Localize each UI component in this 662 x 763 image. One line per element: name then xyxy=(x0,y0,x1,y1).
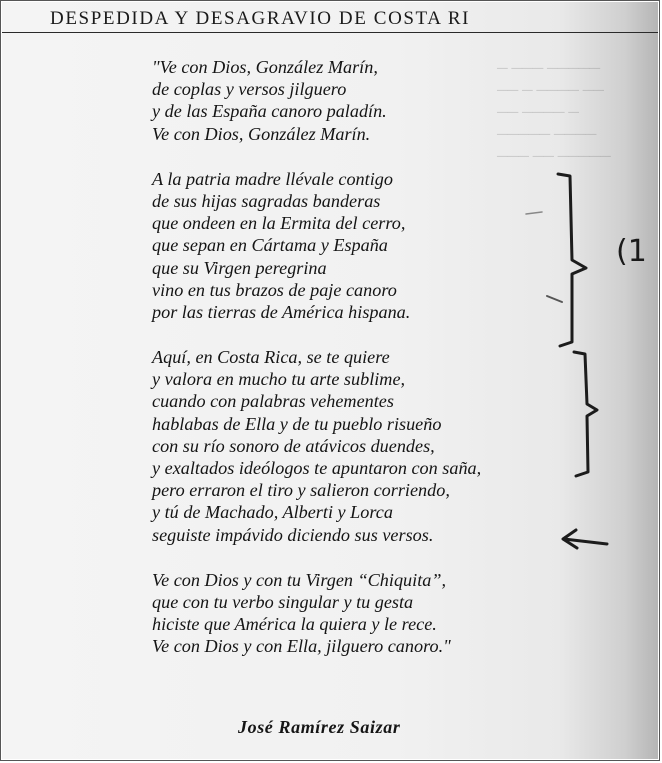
poem-line: Ve con Dios, González Marín. xyxy=(152,123,371,144)
poem-line: por las tierras de América hispana. xyxy=(152,301,411,322)
poem-line: de coplas y versos jilguero xyxy=(152,79,347,100)
annotation-label: (1 xyxy=(616,234,647,269)
pencil-mark xyxy=(526,212,542,214)
poem-line: Aquí, en Costa Rica, se te quiere xyxy=(152,347,390,368)
poem-line: y de las España canoro paladín. xyxy=(152,101,387,122)
poem-line: que ondeen en la Ermita del cerro, xyxy=(152,213,406,234)
poem-line: y exaltados ideólogos te apuntaron con saña, xyxy=(152,458,482,478)
poem-line: "Ve con Dios, González Marín, xyxy=(152,57,378,77)
poem-line: con su río sonoro de atávicos duendes, xyxy=(152,435,435,456)
poem-line: Ve con Dios y con tu Virgen “Chiquita”, xyxy=(152,569,447,590)
bracket-large xyxy=(558,174,586,346)
poem-line: que sepan en Cártama y España xyxy=(152,235,388,256)
handwritten-annotations xyxy=(2,2,658,759)
author-signature: José Ramírez Saizar xyxy=(238,717,401,737)
poem-line: y valora en mucho tu arte sublime, xyxy=(152,369,406,390)
poem-line: hablabas de Ella y de tu pueblo risueño xyxy=(152,413,442,434)
scanned-page xyxy=(2,2,658,759)
arrow-icon xyxy=(563,530,607,548)
poem-line: y tú de Machado, Alberti y Lorca xyxy=(152,502,393,523)
poem-line: hiciste que América la quiera y le rece. xyxy=(152,614,437,635)
poem-line: seguiste impávido diciendo sus versos. xyxy=(152,524,434,545)
bleed-through-text: ─ ─── ───── ── ─ ──── ── ── ──── ─ ───── ──── ─── ── ───── xyxy=(497,61,611,165)
running-head: DESPEDIDA Y DESAGRAVIO DE COSTA RI xyxy=(50,8,471,29)
bracket-small xyxy=(574,352,597,476)
poem-line: que su Virgen peregrina xyxy=(152,257,327,278)
poem-line: Ve con Dios y con Ella, jilguero canoro." xyxy=(152,636,451,657)
pencil-mark xyxy=(547,296,562,302)
poem-line: que con tu verbo singular y tu gesta xyxy=(152,591,414,612)
poem-line: vino en tus brazos de paje canoro xyxy=(152,279,397,300)
poem-line: de sus hijas sagradas banderas xyxy=(152,190,381,211)
poem-line: cuando con palabras vehementes xyxy=(152,391,394,412)
poem-line: pero erraron el tiro y salieron corriendo, xyxy=(152,480,450,501)
poem-line: A la patria madre llévale contigo xyxy=(152,168,393,189)
